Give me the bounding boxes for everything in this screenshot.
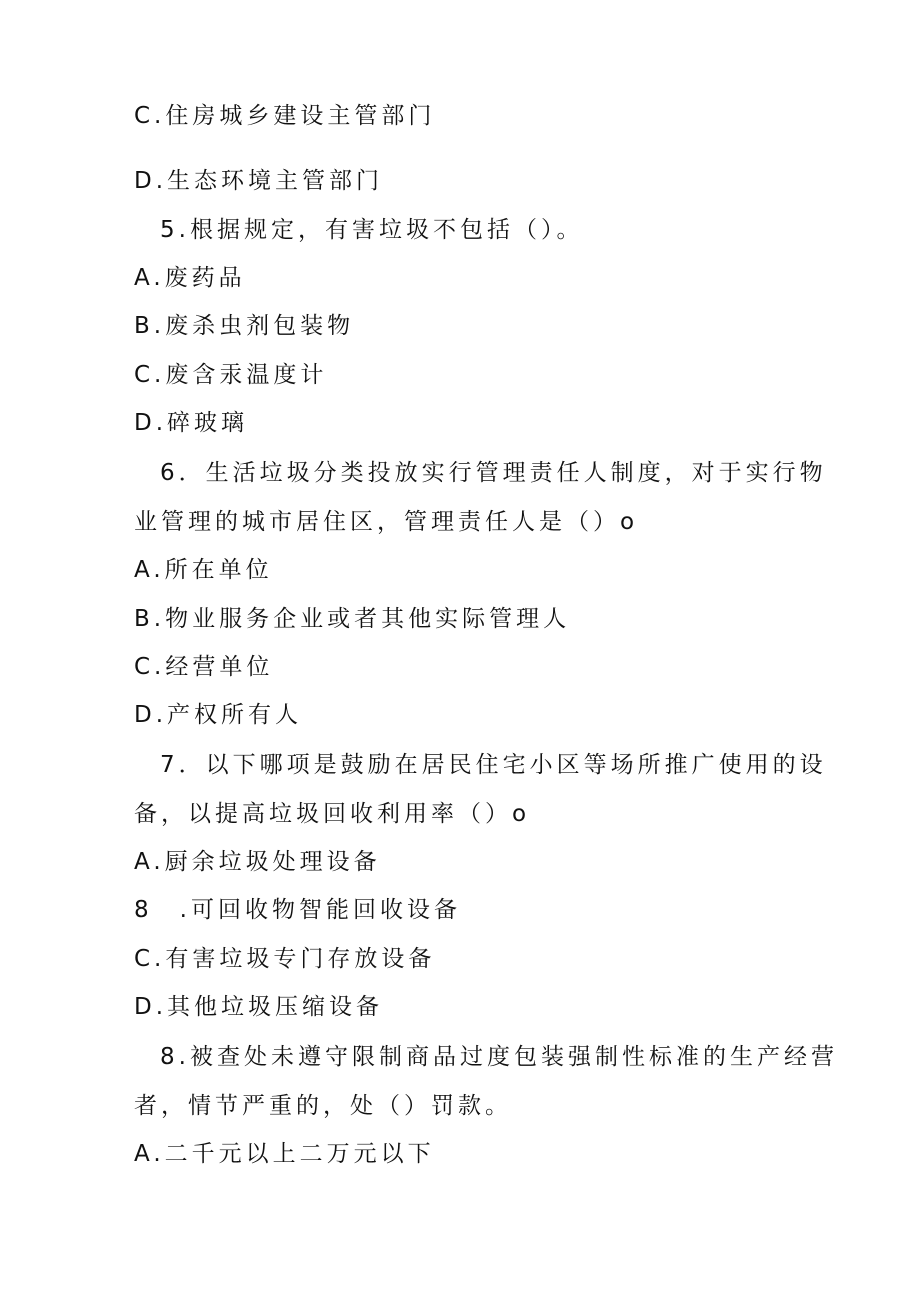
option-d-q6: D.产权所有人 [134, 702, 303, 728]
option-a-q5: A.废药品 [134, 265, 246, 291]
question-8-line-2: 者，情节严重的，处（）罚款。 [134, 1093, 512, 1119]
question-5: 5.根据规定，有害垃圾不包括（）。 [160, 217, 584, 243]
option-d-q4: D.生态环境主管部门 [134, 168, 384, 194]
option-a-q8: A.二千元以上二万元以下 [134, 1141, 435, 1167]
option-b-q6: B.物业服务企业或者其他实际管理人 [134, 606, 571, 632]
option-c-q6: C.经营单位 [134, 654, 274, 680]
question-6-line-1: 6．生活垃圾分类投放实行管理责任人制度，对于实行物 [160, 460, 827, 486]
question-8-line-1: 8.被查处未遵守限制商品过度包装强制性标准的生产经营 [160, 1044, 838, 1070]
question-7-line-2: 备，以提高垃圾回收利用率（）o [134, 801, 531, 827]
option-a-q6: A.所在单位 [134, 557, 273, 583]
option-c-q5: C.废含汞温度计 [134, 362, 328, 388]
option-c-q4: C.住房城乡建设主管部门 [134, 103, 436, 129]
option-b-q5: B.废杀虫剂包装物 [134, 313, 355, 339]
option-b-q7: 8 .可回收物智能回收设备 [134, 897, 461, 923]
option-a-q7: A.厨余垃圾处理设备 [134, 849, 381, 875]
option-d-q7: D.其他垃圾压缩设备 [134, 994, 384, 1020]
question-6-line-2: 业管理的城市居住区，管理责任人是（）o [134, 509, 639, 535]
question-7-line-1: 7．以下哪项是鼓励在居民住宅小区等场所推广使用的设 [160, 752, 827, 778]
option-d-q5: D.碎玻璃 [134, 410, 249, 436]
option-c-q7: C.有害垃圾专门存放设备 [134, 946, 436, 972]
